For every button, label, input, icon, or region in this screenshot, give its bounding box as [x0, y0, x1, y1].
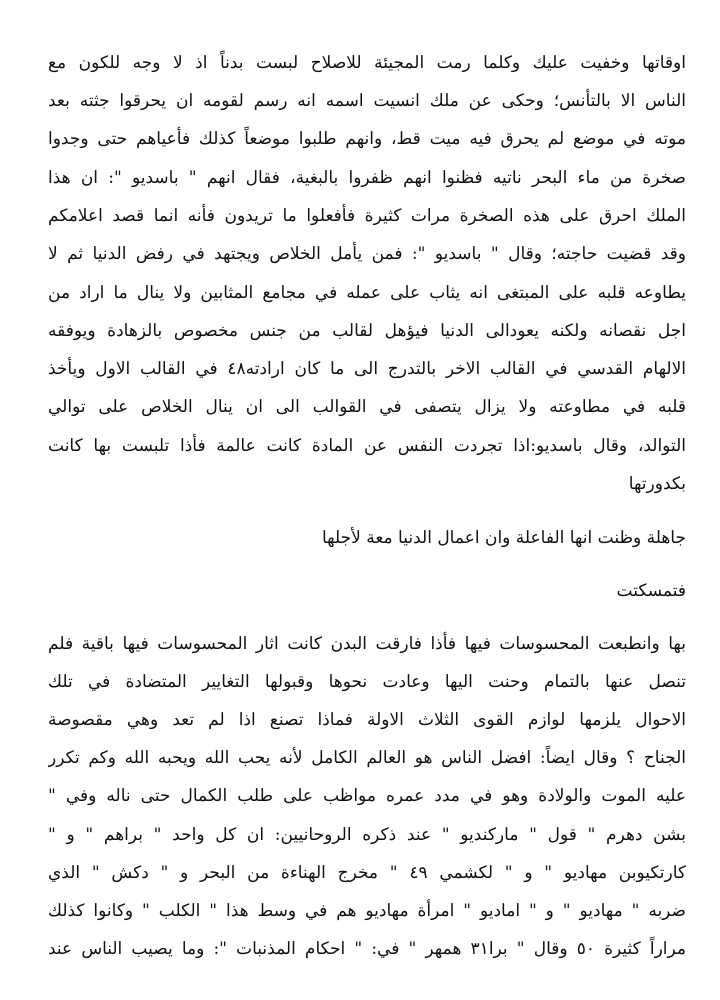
text-line: تنصل عنها بالتمام وحنت اليها وعادت نحوها وقبولها التغايير المتضادة في تلك — [48, 672, 686, 692]
text-line: الجناح ؟ وقال ايضاً: افضل الناس هو العالم الكامل لأنه يحب الله ويحبه الله وكم تكرر — [48, 748, 686, 768]
text-line: صخرة من ماء البحر ناتيه فظنوا انهم ظفروا بالبغية، فقال انهم " باسديو ": ان هذا — [48, 168, 686, 188]
text-line: الملك احرق على هذه الصخرة مرات كثيرة فأفعلوا ما تريدون فأنه انما قصد اعلامكم — [48, 206, 686, 226]
text-line: اجل نقصانه ولكنه يعودالى الدنيا فيؤهل لقالب من جنس مخصوص بالزهادة ويوفقه — [48, 321, 686, 341]
document-page — [48, 0, 686, 1000]
text-line: اوقاتها وخفيت عليك وكلما رمت المجيئة للاصلاح لبست بدناً اذ لا وجه للكون مع — [48, 53, 686, 73]
text-line: التوالد، وقال باسديو:اذا تجردت النفس عن المادة كانت عالمة فأذا تلبست بها كانت — [48, 436, 686, 456]
text-line: الاحوال يلزمها لوازم القوى الثلاث الاولة فماذا تصنع اذا لم تعد وهي مقصوصة — [48, 710, 686, 730]
text-line: موته في موضع لم يحرق فيه ميت قط، وانهم طلبوا موضعاً كذلك فأعياهم حتى وجدوا — [48, 129, 686, 149]
text-line: الناس الا بالتأنس؛ وحكى عن ملك انسيت اسمه انه رسم لقومه ان يحرقوا جثته بعد — [48, 91, 686, 111]
text-line: بها وانطبعت المحسوسات فيها فأذا فارقت البدن كانت اثار المحسوسات فيها باقية فلم — [48, 634, 686, 654]
text-line: مراراً كثيرة ٥٠ وقال " برا٣١ همهر " في: " احكام المذنبات ": وما يصيب الناس عند — [48, 939, 686, 959]
text-line: بشن دهرم " قول " ماركنديو " عند ذكره الروحانيين: ان كل واحد " براهم " و " — [48, 825, 686, 845]
text-line: قلبه في مطاوعته ولا يزال يتصفى في القوالب الى ان ينال الخلاص على توالي — [48, 397, 686, 417]
text-line: بكدورتها — [628, 474, 686, 494]
text-line: كارتكيوبن مهاديو " و " لكشمي ٤٩ " مخرج الهناءة من البحر و " دكش " الذي — [48, 863, 686, 883]
text-line: جاهلة وظنت انها الفاعلة وان اعمال الدنيا معة لأجلها — [321, 528, 686, 548]
text-line: فتمسكتت — [616, 581, 686, 601]
text-line: عليه الموت والولادة وهو في مدد عمره مواظب على طلب الكمال حتى ناله وفي " — [48, 786, 686, 806]
text-line: وقد قضيت حاجته؛ وقال " باسديو ": فمن يأمل الخلاص ويجتهد في رفض الدنيا ثم لا — [48, 244, 686, 264]
text-line: يطاوعه قلبه على المبتغى انه يثاب على عمله في مجامع المثابين ولا ينال ما اراد من — [48, 283, 686, 303]
text-line: الالهام القدسي في القالب الاخر بالتدرج الى ما كان ارادته٤٨ في القالب الاول ويأخذ — [48, 359, 686, 379]
text-line: ضربه " مهاديو " و " اماديو " امرأة مهاديو هم في وسط هذا " الكلب " وكانوا كذلك — [48, 901, 686, 921]
